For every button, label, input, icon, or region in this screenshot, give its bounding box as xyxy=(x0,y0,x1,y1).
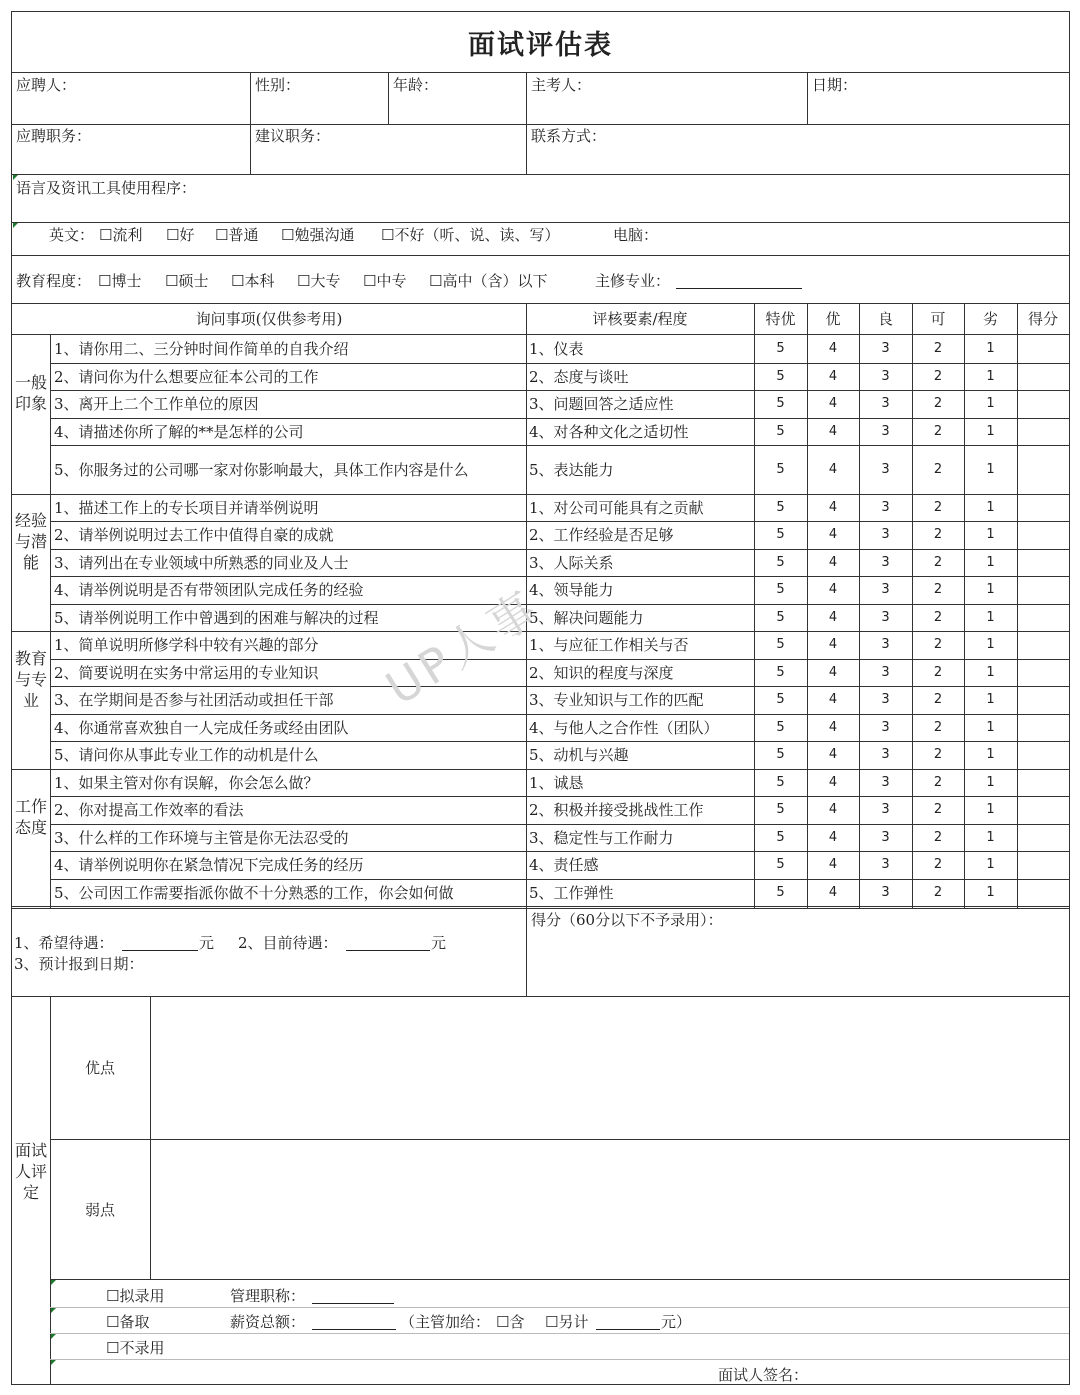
grade-value[interactable]: 3 xyxy=(881,340,890,356)
education-option-technical[interactable]: ☐中专 xyxy=(363,272,407,290)
grade-value[interactable]: 3 xyxy=(881,396,890,411)
applicant-label: 应聘人： xyxy=(16,76,77,94)
criterion-item: 4、责任感 xyxy=(529,856,599,874)
question-item: 1、请你用二、三分钟时间作简单的自我介绍 xyxy=(54,339,349,358)
question-item: 3、请列出在专业领域中所熟悉的同业及人士 xyxy=(54,553,349,572)
grade-value[interactable]: 4 xyxy=(828,368,838,384)
grade-value[interactable]: 4 xyxy=(828,884,838,900)
section-label-0: 一般印象 xyxy=(14,373,47,413)
question-item: 1、如果主管对你有误解，你会怎么做？ xyxy=(54,773,319,792)
criterion-item: 1、诚恳 xyxy=(529,773,584,792)
grade-header-0: 特优 xyxy=(765,310,796,328)
english-option-fluent[interactable]: ☐流利 xyxy=(99,226,143,244)
grade-value[interactable]: 3 xyxy=(881,609,890,625)
grade-value[interactable]: 5 xyxy=(776,396,785,411)
title-label: 管理职称： xyxy=(230,1287,306,1305)
grade-value[interactable]: 1 xyxy=(986,637,995,652)
score-cell[interactable] xyxy=(1018,550,1068,575)
question-item: 3、在学期间是否参与社团活动或担任干部 xyxy=(54,691,334,709)
bonus-prefix: （主管加给： xyxy=(400,1313,491,1331)
bonus-suffix: 元） xyxy=(661,1313,692,1331)
grade-value[interactable]: 1 xyxy=(986,396,995,411)
grade-value[interactable]: 2 xyxy=(933,719,943,735)
criterion-item: 4、领导能力 xyxy=(529,581,614,599)
grade-value[interactable]: 2 xyxy=(933,582,943,597)
grade-value[interactable]: 1 xyxy=(986,527,995,542)
education-option-phd[interactable]: ☐博士 xyxy=(98,272,142,290)
question-item: 4、请举例说明你在紧急情况下完成任务的经历 xyxy=(54,856,364,874)
criteria-header: 评核要素/程度 xyxy=(592,310,688,328)
grade-value[interactable]: 5 xyxy=(776,582,785,597)
grade-value[interactable]: 4 xyxy=(828,554,838,570)
grade-value[interactable]: 4 xyxy=(828,527,838,542)
grade-value[interactable]: 3 xyxy=(881,829,890,845)
criterion-item: 2、态度与谈吐 xyxy=(529,367,629,386)
criterion-item: 5、工作弹性 xyxy=(529,883,614,902)
question-item: 5、公司因工作需要指派你做不十分熟悉的工作，你会如何做 xyxy=(54,883,454,902)
question-item: 1、简单说明所修学科中较有兴趣的部分 xyxy=(54,636,319,654)
grade-header-3: 可 xyxy=(930,310,946,328)
criterion-item: 1、与应征工作相关与否 xyxy=(529,636,689,654)
interview-form xyxy=(11,11,1070,1385)
section-label-1: 经验与潜能 xyxy=(14,511,47,572)
question-item: 2、简要说明在实务中常运用的专业知识 xyxy=(54,663,319,682)
grade-value[interactable]: 1 xyxy=(986,774,995,790)
grade-value[interactable]: 5 xyxy=(776,423,785,439)
question-item: 2、请举例说明过去工作中值得自豪的成就 xyxy=(54,526,334,544)
computer-label: 电脑： xyxy=(613,226,659,244)
grade-value[interactable]: 2 xyxy=(933,774,943,790)
english-option-normal[interactable]: ☐普通 xyxy=(215,226,259,244)
criterion-item: 4、与他人之合作性（团队） xyxy=(529,718,719,737)
grade-header-4: 劣 xyxy=(982,310,998,328)
criterion-item: 2、积极并接受挑战性工作 xyxy=(529,801,704,819)
question-item: 4、你通常喜欢独自一人完成任务或经由团队 xyxy=(54,718,349,737)
score-cell[interactable] xyxy=(1018,605,1068,630)
score-cell[interactable] xyxy=(1018,522,1068,548)
grade-value[interactable]: 4 xyxy=(828,664,838,680)
grade-value[interactable]: 1 xyxy=(986,368,995,384)
criterion-item: 3、稳定性与工作耐力 xyxy=(529,828,674,847)
major-blank[interactable] xyxy=(676,274,802,289)
grade-value[interactable]: 1 xyxy=(986,340,995,356)
grade-value[interactable]: 2 xyxy=(933,527,943,542)
grade-value[interactable]: 3 xyxy=(881,423,890,439)
english-option-good[interactable]: ☐好 xyxy=(166,226,195,244)
grade-value[interactable]: 2 xyxy=(933,609,943,625)
grade-value[interactable]: 3 xyxy=(881,637,890,652)
gender-label: 性别： xyxy=(255,76,301,94)
grade-value[interactable]: 2 xyxy=(933,802,943,817)
grade-value[interactable]: 2 xyxy=(933,461,943,477)
grade-value[interactable]: 3 xyxy=(881,461,890,477)
grade-value[interactable]: 4 xyxy=(828,423,838,439)
education-option-master[interactable]: ☐硕士 xyxy=(165,272,209,290)
grade-value[interactable]: 5 xyxy=(776,527,785,542)
grade-value[interactable]: 5 xyxy=(776,554,785,570)
reserve-checkbox[interactable]: ☐备取 xyxy=(106,1313,150,1331)
criterion-item: 5、动机与兴趣 xyxy=(529,746,629,764)
grade-value[interactable]: 4 xyxy=(828,461,838,477)
education-option-bachelor[interactable]: ☐本科 xyxy=(231,272,275,290)
grade-value[interactable]: 3 xyxy=(881,664,890,680)
question-item: 2、请问你为什么想要应征本公司的工作 xyxy=(54,367,319,386)
bonus-amount-blank[interactable] xyxy=(596,1315,660,1330)
grade-value[interactable]: 1 xyxy=(986,554,995,570)
score-cell[interactable] xyxy=(1018,770,1068,795)
grade-value[interactable]: 4 xyxy=(828,499,838,515)
salary-total-label: 薪资总额： xyxy=(230,1313,306,1331)
grade-value[interactable]: 3 xyxy=(881,368,890,384)
criterion-item: 3、人际关系 xyxy=(529,553,614,572)
signature-label: 面试人签名： xyxy=(718,1366,809,1384)
questions-header: 询问事项(仅供参考用) xyxy=(195,310,343,328)
grade-value[interactable]: 3 xyxy=(881,527,890,542)
grade-value[interactable]: 5 xyxy=(776,368,785,384)
criterion-item: 2、知识的程度与深度 xyxy=(529,663,674,682)
grade-value[interactable]: 1 xyxy=(986,719,995,735)
strengths-area[interactable] xyxy=(152,998,1067,1138)
grade-value[interactable]: 4 xyxy=(828,747,838,762)
title-blank[interactable] xyxy=(312,1289,394,1304)
grade-value[interactable]: 2 xyxy=(933,747,943,762)
grade-value[interactable]: 3 xyxy=(881,692,890,707)
grade-value[interactable]: 2 xyxy=(933,829,943,845)
grade-value[interactable]: 1 xyxy=(986,802,995,817)
grade-header-2: 良 xyxy=(877,310,893,328)
grade-value[interactable]: 3 xyxy=(881,774,890,790)
score-note: 得分（60分以下不予录用）： xyxy=(531,911,723,929)
grade-value[interactable]: 1 xyxy=(986,747,995,762)
grade-value[interactable]: 2 xyxy=(933,340,943,356)
score-cell[interactable] xyxy=(1018,660,1068,685)
contact-label: 联系方式： xyxy=(531,127,607,145)
grade-value[interactable]: 1 xyxy=(986,857,995,872)
bonus-extra-checkbox[interactable]: ☐另计 xyxy=(545,1313,589,1331)
watermark: UP人事 xyxy=(376,579,550,716)
position-label: 应聘职务： xyxy=(16,127,92,145)
score-cell[interactable] xyxy=(1018,742,1068,768)
date-label: 日期： xyxy=(812,76,858,94)
salary-total-blank[interactable] xyxy=(312,1315,396,1330)
grade-value[interactable]: 4 xyxy=(828,609,838,625)
bonus-included-checkbox[interactable]: ☐含 xyxy=(496,1313,525,1331)
grade-value[interactable]: 1 xyxy=(986,692,995,707)
question-item: 5、你服务过的公司哪一家对你影响最大，具体工作内容是什么 xyxy=(54,460,469,479)
expected-salary-unit: 元 xyxy=(199,934,215,952)
grade-value[interactable]: 2 xyxy=(933,499,943,515)
grade-value[interactable]: 1 xyxy=(986,829,995,845)
score-cell[interactable] xyxy=(1018,364,1068,389)
language-label: 语言及资讯工具使用程序： xyxy=(16,179,197,197)
grade-value[interactable]: 5 xyxy=(776,637,785,652)
score-cell[interactable] xyxy=(1018,852,1068,878)
grade-value[interactable]: 4 xyxy=(828,774,838,790)
strengths-label: 优点 xyxy=(84,1059,115,1077)
question-item: 4、请描述你所了解的**是怎样的公司 xyxy=(54,422,304,441)
criterion-item: 3、专业知识与工作的匹配 xyxy=(529,691,704,709)
grade-value[interactable]: 4 xyxy=(828,829,838,845)
grade-value[interactable]: 2 xyxy=(933,368,943,384)
grade-value[interactable]: 4 xyxy=(828,802,838,817)
grade-value[interactable]: 3 xyxy=(881,582,890,597)
grade-value[interactable]: 1 xyxy=(986,609,995,625)
grade-value[interactable]: 5 xyxy=(776,461,785,477)
grade-value[interactable]: 2 xyxy=(933,554,943,570)
english-option-basic[interactable]: ☐勉强沟通 xyxy=(281,226,355,244)
grade-value[interactable]: 1 xyxy=(986,423,995,439)
grade-value[interactable]: 3 xyxy=(881,747,890,762)
major-label: 主修专业： xyxy=(595,272,671,290)
grade-value[interactable]: 3 xyxy=(881,554,890,570)
grade-value[interactable]: 3 xyxy=(881,857,890,872)
grade-value[interactable]: 1 xyxy=(986,664,995,680)
grade-value[interactable]: 2 xyxy=(933,857,943,872)
evaluation-section-label: 面试人评定 xyxy=(14,1141,47,1202)
grade-value[interactable]: 5 xyxy=(776,692,785,707)
expected-salary-blank[interactable] xyxy=(122,936,198,951)
question-item: 3、什么样的工作环境与主管是你无法忍受的 xyxy=(54,828,349,847)
english-option-poor[interactable]: ☐不好（听、说、读、写） xyxy=(381,226,560,244)
education-option-highschool[interactable]: ☐高中（含）以下 xyxy=(429,272,548,290)
grade-value[interactable]: 5 xyxy=(776,747,785,762)
expected-salary-label: 1、希望待遇： xyxy=(14,934,114,952)
grade-value[interactable]: 5 xyxy=(776,829,785,845)
grade-value[interactable]: 5 xyxy=(776,664,785,680)
grade-value[interactable]: 4 xyxy=(828,637,838,652)
grade-value[interactable]: 4 xyxy=(828,857,838,872)
grade-value[interactable]: 4 xyxy=(828,692,838,707)
question-item: 3、离开上二个工作单位的原因 xyxy=(54,395,259,413)
criterion-item: 1、对公司可能具有之贡献 xyxy=(529,498,704,517)
reject-checkbox[interactable]: ☐不录用 xyxy=(106,1339,165,1357)
grade-value[interactable]: 2 xyxy=(933,664,943,680)
question-item: 1、描述工作上的专长项目并请举例说明 xyxy=(54,498,319,517)
form-title: 面试评估表 xyxy=(468,29,613,61)
grade-value[interactable]: 2 xyxy=(933,884,943,900)
grade-value[interactable]: 3 xyxy=(881,884,890,900)
grade-value[interactable]: 1 xyxy=(986,461,995,477)
score-cell[interactable] xyxy=(1018,632,1068,658)
score-cell[interactable] xyxy=(1018,335,1068,362)
current-salary-unit: 元 xyxy=(431,934,447,952)
score-cell[interactable] xyxy=(1018,797,1068,823)
section-label-3: 工作态度 xyxy=(14,796,47,837)
suggested-position-label: 建议职务： xyxy=(255,127,331,145)
score-cell[interactable] xyxy=(1018,880,1068,905)
current-salary-label: 2、目前待遇： xyxy=(238,934,338,952)
criterion-item: 2、工作经验是否足够 xyxy=(529,526,674,544)
score-cell[interactable] xyxy=(1018,495,1068,520)
grade-value[interactable]: 5 xyxy=(776,857,785,872)
grade-value[interactable]: 4 xyxy=(828,396,838,411)
question-item: 2、你对提高工作效率的看法 xyxy=(54,801,244,819)
grade-value[interactable]: 4 xyxy=(828,582,838,597)
score-cell[interactable] xyxy=(1018,687,1068,713)
grade-value[interactable]: 5 xyxy=(776,884,785,900)
criterion-item: 5、表达能力 xyxy=(529,460,614,479)
question-item: 5、请问你从事此专业工作的动机是什么 xyxy=(54,746,319,764)
weaknesses-label: 弱点 xyxy=(84,1201,115,1219)
score-cell[interactable] xyxy=(1018,419,1068,444)
start-date-label: 3、预计报到日期： xyxy=(14,955,144,973)
education-label: 教育程度： xyxy=(16,272,92,290)
grade-value[interactable]: 3 xyxy=(881,499,890,515)
score-header: 得分 xyxy=(1027,310,1058,328)
score-cell[interactable] xyxy=(1018,577,1068,603)
grade-value[interactable]: 5 xyxy=(776,609,785,625)
hire-checkbox[interactable]: ☐拟录用 xyxy=(106,1287,165,1305)
age-label: 年龄： xyxy=(393,76,439,94)
criterion-item: 1、仪表 xyxy=(529,339,584,358)
score-cell[interactable] xyxy=(1018,446,1068,493)
grade-value[interactable]: 2 xyxy=(933,423,943,439)
question-item: 5、请举例说明工作中曾遇到的困难与解决的过程 xyxy=(54,608,379,627)
grade-value[interactable]: 4 xyxy=(828,719,838,735)
question-item: 4、请举例说明是否有带领团队完成任务的经验 xyxy=(54,581,364,599)
section-label-2: 教育与专业 xyxy=(14,648,47,710)
grade-value[interactable]: 5 xyxy=(776,340,785,356)
grade-value[interactable]: 1 xyxy=(986,499,995,515)
current-salary-blank[interactable] xyxy=(346,936,430,951)
grade-value[interactable]: 5 xyxy=(776,774,785,790)
grade-value[interactable]: 1 xyxy=(986,884,995,900)
score-cell[interactable] xyxy=(1018,715,1068,740)
grade-value[interactable]: 5 xyxy=(776,499,785,515)
english-label: 英文： xyxy=(49,226,95,244)
interviewer-label: 主考人： xyxy=(531,76,592,94)
criterion-item: 4、对各种文化之适切性 xyxy=(529,422,689,441)
grade-value[interactable]: 4 xyxy=(828,340,838,356)
criterion-item: 3、问题回答之适应性 xyxy=(529,395,674,413)
grade-value[interactable]: 2 xyxy=(933,637,943,652)
grade-header-1: 优 xyxy=(825,310,841,328)
grade-value[interactable]: 2 xyxy=(933,396,943,411)
score-cell[interactable] xyxy=(1018,391,1068,417)
weaknesses-area[interactable] xyxy=(152,1141,1067,1278)
grade-value[interactable]: 3 xyxy=(881,719,890,735)
grade-value[interactable]: 5 xyxy=(776,802,785,817)
criterion-item: 5、解决问题能力 xyxy=(529,608,644,627)
grade-value[interactable]: 2 xyxy=(933,692,943,707)
score-cell[interactable] xyxy=(1018,825,1068,850)
grade-value[interactable]: 3 xyxy=(881,802,890,817)
grade-value[interactable]: 1 xyxy=(986,582,995,597)
grade-value[interactable]: 5 xyxy=(776,719,785,735)
education-option-college[interactable]: ☐大专 xyxy=(297,272,341,290)
